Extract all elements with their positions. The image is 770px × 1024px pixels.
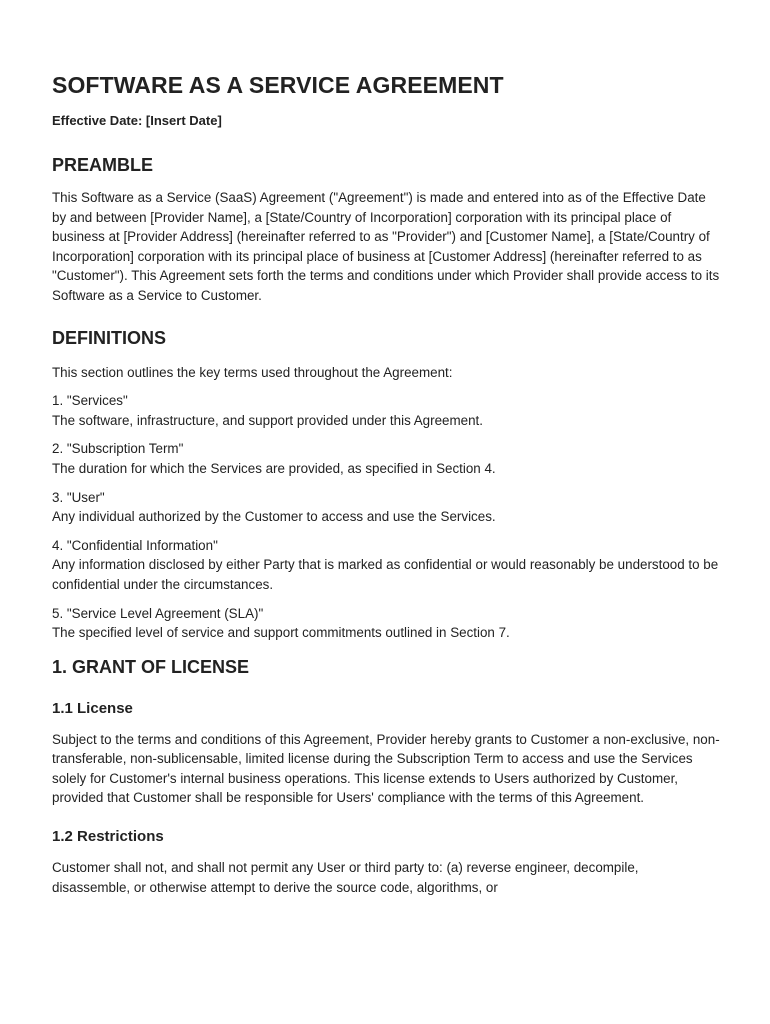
definition-item [52, 391, 720, 430]
restrictions-subheading: 1.2 Restrictions [52, 828, 164, 846]
definitions-intro: This section outlines the key terms used throughout the Agreement: [52, 364, 453, 380]
definition-text: The duration for which the Services are provided, as specified in Section 4. [52, 460, 496, 476]
definition-term: 2. "Subscription Term" [52, 441, 184, 457]
definition-text: The specified level of service and support commitments outlined in Section 7. [52, 625, 510, 641]
document-page [52, 68, 720, 897]
definition-term: 5. "Service Level Agreement (SLA)" [52, 605, 264, 621]
preamble-heading: PREAMBLE [52, 155, 154, 175]
restrictions-text: Customer shall not, and shall not permit any User or third party to: (a) reverse engineer, decompile, disassemble, or otherwise attempt to derive the source code, algorithms, or [52, 860, 639, 895]
license-text: Subject to the terms and conditions of this Agreement, Provider hereby grants to Customer a non-exclusive, non-transferable, non-sublicensable, limited license during the Subscription Term to access and use the Services solely for Customer's internal business operations. This license extends to Users authorized by Customer, provided that Customer shall be responsible for Users' compliance with the terms of this Agreement. [52, 731, 720, 806]
definitions-heading: DEFINITIONS [52, 327, 167, 348]
definition-item [52, 488, 720, 527]
definition-term: 4. "Confidential Information" [52, 537, 218, 553]
definition-text: The software, infrastructure, and support provided under this Agreement. [52, 412, 483, 428]
grant-of-license-heading: 1. GRANT OF LICENSE [52, 656, 250, 677]
definition-text: Any individual authorized by the Customer to access and use the Services. [52, 509, 496, 525]
preamble-text: This Software as a Service (SaaS) Agreement ("Agreement") is made and entered into as of the Effective Date by and between [Provider Name], a [State/Country of Incorporation] corporation with its principal place of business at [Provider Address] (hereinafter referred to as "Provider") and [Customer Name], a [State/Country of Incorporation] corporation with its principal place of business at [Customer Address] (hereinafter referred to as "Customer"). This Agreement sets forth the terms and conditions under which Provider shall provide access to its Software as a Service to Customer. [52, 190, 720, 303]
definition-item [52, 439, 720, 478]
license-subheading: 1.1 License [52, 699, 133, 717]
definitions-list [52, 391, 720, 643]
definition-term: 1. "Services" [52, 393, 128, 409]
effective-date: Effective Date: [Insert Date] [52, 113, 222, 128]
definition-item [52, 536, 720, 595]
definition-item [52, 604, 720, 643]
document-title: SOFTWARE AS A SERVICE AGREEMENT [52, 72, 504, 98]
definition-term: 3. "User" [52, 489, 105, 505]
definition-text: Any information disclosed by either Party that is marked as confidential or would reasonably be understood to be confidential under the circumstances. [52, 557, 719, 592]
